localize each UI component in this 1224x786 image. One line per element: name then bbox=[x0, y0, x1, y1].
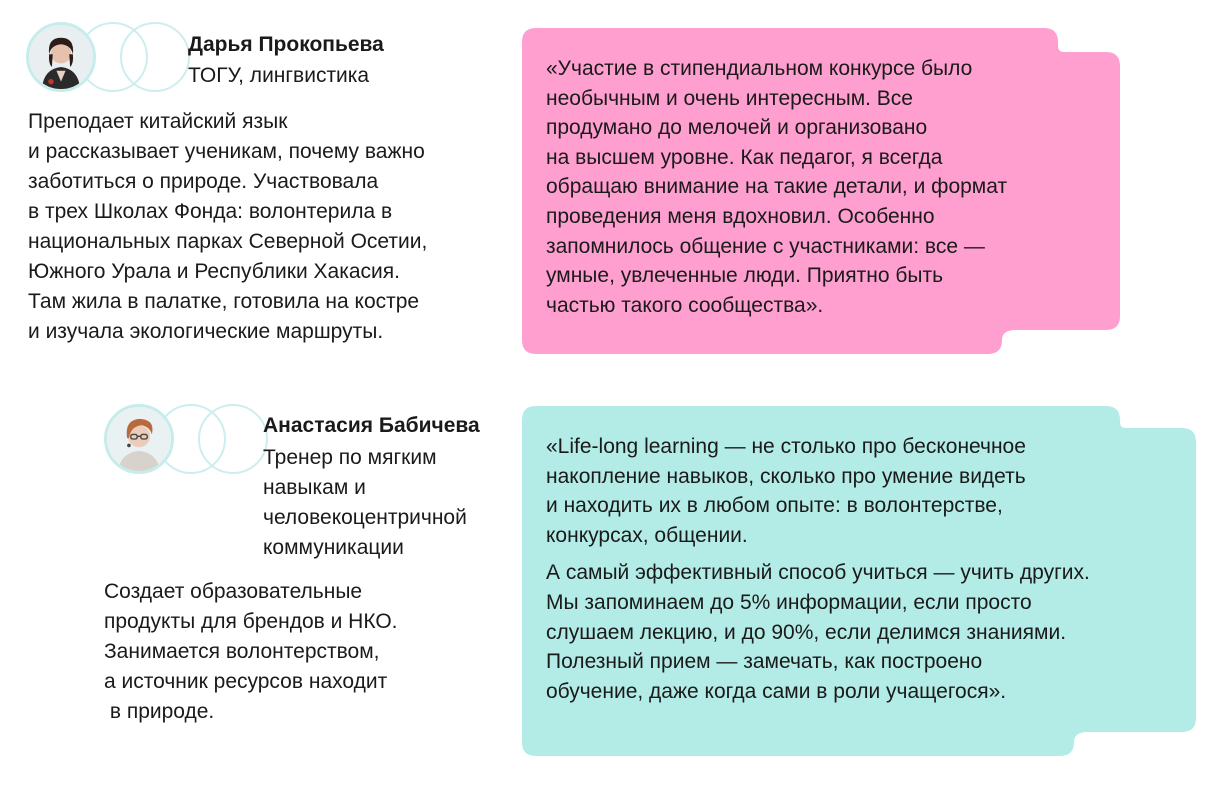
bio-line: Преподает китайский язык bbox=[28, 110, 288, 133]
bio-line: заботиться о природе. Участвовала bbox=[28, 170, 379, 193]
profile-name: Анастасия Бабичева bbox=[263, 414, 480, 437]
bio-line: Создает образовательные bbox=[104, 580, 363, 603]
quote-line: продумано до мелочей и организовано bbox=[546, 116, 928, 140]
quote-line: слушаем лекцию, и до 90%, если делимся знаниями. bbox=[546, 620, 1067, 644]
bio-line: национальных парках Северной Осетии, bbox=[28, 230, 428, 253]
profile-role bbox=[188, 61, 369, 91]
bio-line: а источник ресурсов находит bbox=[104, 670, 388, 693]
profile-2-avatar-group bbox=[104, 404, 254, 474]
quote-bubble-teal bbox=[522, 406, 1198, 758]
bio-line: и рассказывает ученикам, почему важно bbox=[28, 140, 425, 163]
decorative-ring bbox=[198, 404, 268, 474]
profile-bio bbox=[104, 577, 398, 727]
quote-line: «Life-long learning — не столько про бесконечное bbox=[546, 435, 1026, 458]
quote-line: «Участие в стипендиальном конкурсе было bbox=[546, 57, 973, 80]
bio-line: продукты для брендов и НКО. bbox=[104, 610, 398, 633]
quote-line: запомнилось общение с участниками: все — bbox=[546, 234, 985, 258]
quote-line: Мы запоминаем до 5% информации, если просто bbox=[546, 590, 1032, 614]
quote-line: конкурсах, общении. bbox=[546, 523, 748, 547]
quote-paragraph bbox=[546, 54, 1007, 320]
role-line: Тренер по мягким bbox=[263, 446, 437, 469]
avatar bbox=[26, 22, 96, 92]
bio-line: Южного Урала и Республики Хакасия. bbox=[28, 260, 400, 283]
avatar bbox=[104, 404, 174, 474]
quote-paragraph bbox=[546, 432, 1090, 550]
quote-line: частью такого сообщества». bbox=[546, 293, 824, 317]
quote-line: накопление навыков, сколько про умение видеть bbox=[546, 464, 1026, 488]
quote-line: и находить их в любом опыте: в волонтерстве, bbox=[546, 494, 1003, 518]
profile-bio bbox=[28, 107, 427, 347]
bio-line: и изучала экологические маршруты. bbox=[28, 320, 384, 343]
quote-paragraph bbox=[546, 558, 1090, 706]
quote-line: Полезный прием — замечать, как построено bbox=[546, 650, 983, 674]
quote-bubble-pink bbox=[522, 28, 1122, 354]
bio-line: Там жила в палатке, готовила на костре bbox=[28, 290, 420, 313]
profile-role bbox=[263, 443, 467, 563]
quote-line: умные, увлеченные люди. Приятно быть bbox=[546, 264, 944, 288]
role-line: ТОГУ, лингвистика bbox=[188, 64, 370, 87]
role-line: навыкам и bbox=[263, 476, 366, 499]
quote-line: А самый эффективный способ учиться — учить других. bbox=[546, 561, 1090, 585]
quote-line: проведения меня вдохновил. Особенно bbox=[546, 204, 935, 228]
role-line: коммуникации bbox=[263, 536, 404, 559]
bio-line: Занимается волонтерством, bbox=[104, 640, 380, 663]
quote-text bbox=[546, 54, 1007, 320]
role-line: человекоцентричной bbox=[263, 506, 467, 529]
quote-text bbox=[546, 432, 1090, 706]
profile-name: Дарья Прокопьева bbox=[188, 33, 384, 56]
profile-1-avatar-group bbox=[26, 22, 176, 92]
bio-line: в трех Школах Фонда: волонтерила в bbox=[28, 200, 393, 223]
quote-line: обучение, даже когда сами в роли учащегося». bbox=[546, 679, 1007, 703]
quote-line: обращаю внимание на такие детали, и формат bbox=[546, 175, 1008, 199]
quote-line: необычным и очень интересным. Все bbox=[546, 86, 913, 110]
decorative-ring bbox=[120, 22, 190, 92]
bio-line: в природе. bbox=[104, 700, 215, 723]
quote-line: на высшем уровне. Как педагог, я всегда bbox=[546, 145, 943, 169]
